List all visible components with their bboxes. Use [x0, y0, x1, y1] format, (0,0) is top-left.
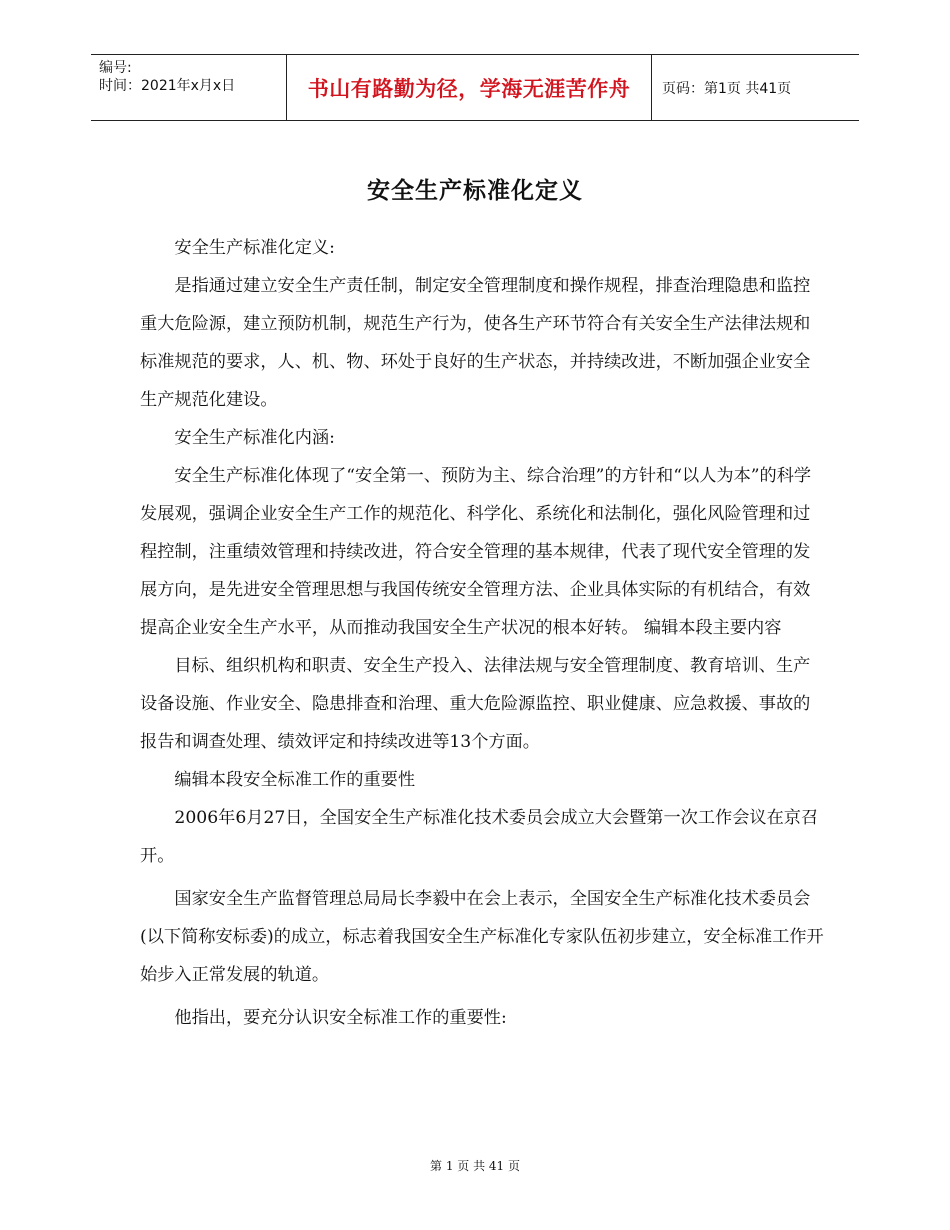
paragraph: 安全生产标准化定义: — [174, 238, 335, 258]
paragraph: 安全生产标准化内涵: — [174, 428, 335, 448]
document-title: 安全生产标准化定义 — [367, 178, 583, 204]
document-body — [140, 229, 825, 1037]
paragraph: 安全生产标准化体现了“安全第一、预防为主、综合治理”的方针和“以人为本”的科学发展观，强调企业安全生产工作的规范化、科学化、系统化和法制化，强化风险管理和过程控制，注重绩效管理和持续改进，符合安全管理的基本规律，代表了现代安全管理的发展方向，是先进安全管理思想与我国传统安全管理方法、企业具体实际的有机结合，有效提高企业安全生产水平，从而推动我国安全生产状况的根本好转。 编辑本段主要内容 — [140, 466, 812, 638]
paragraph: 目标、组织机构和职责、安全生产投入、法律法规与安全管理制度、教育培训、生产设备设施、作业安全、隐患排查和治理、重大危险源监控、职业健康、应急救援、事故的报告和调查处理、绩效评定和持续改进等13个方面。 — [140, 656, 811, 752]
paragraph: 国家安全生产监督管理总局局长李毅中在会上表示，全国安全生产标准化技术委员会(以下简称安标委)的成立，标志着我国安全生产标准化专家队伍初步建立，安全标准工作开始步入正常发展的轨道。 — [140, 889, 824, 985]
header-meta — [91, 55, 287, 120]
paragraph: 2006年6月27日，全国安全生产标准化技术委员会成立大会暨第一次工作会议在京召开。 — [140, 808, 819, 866]
paragraph: 编辑本段安全标准工作的重要性 — [174, 770, 416, 790]
header-motto: 书山有路勤为径，学海无涯苦作舟 — [287, 55, 652, 120]
page-footer: 第 1 页 共 41 页 — [430, 1159, 520, 1173]
paragraph: 是指通过建立安全生产责任制，制定安全管理制度和操作规程，排查治理隐患和监控重大危险源，建立预防机制，规范生产行为，使各生产环节符合有关安全生产法律法规和标准规范的要求，人、机、物、环处于良好的生产状态，并持续改进，不断加强企业安全生产规范化建设。 — [140, 276, 811, 410]
header-page-info: 页码：第1页 共41页 — [662, 80, 792, 97]
header-time-label: 时间：2021年x月x日 — [99, 78, 236, 94]
header-number-label: 编号: — [99, 60, 132, 76]
document-header — [91, 54, 859, 121]
paragraph: 他指出，要充分认识安全标准工作的重要性: — [174, 1008, 507, 1028]
